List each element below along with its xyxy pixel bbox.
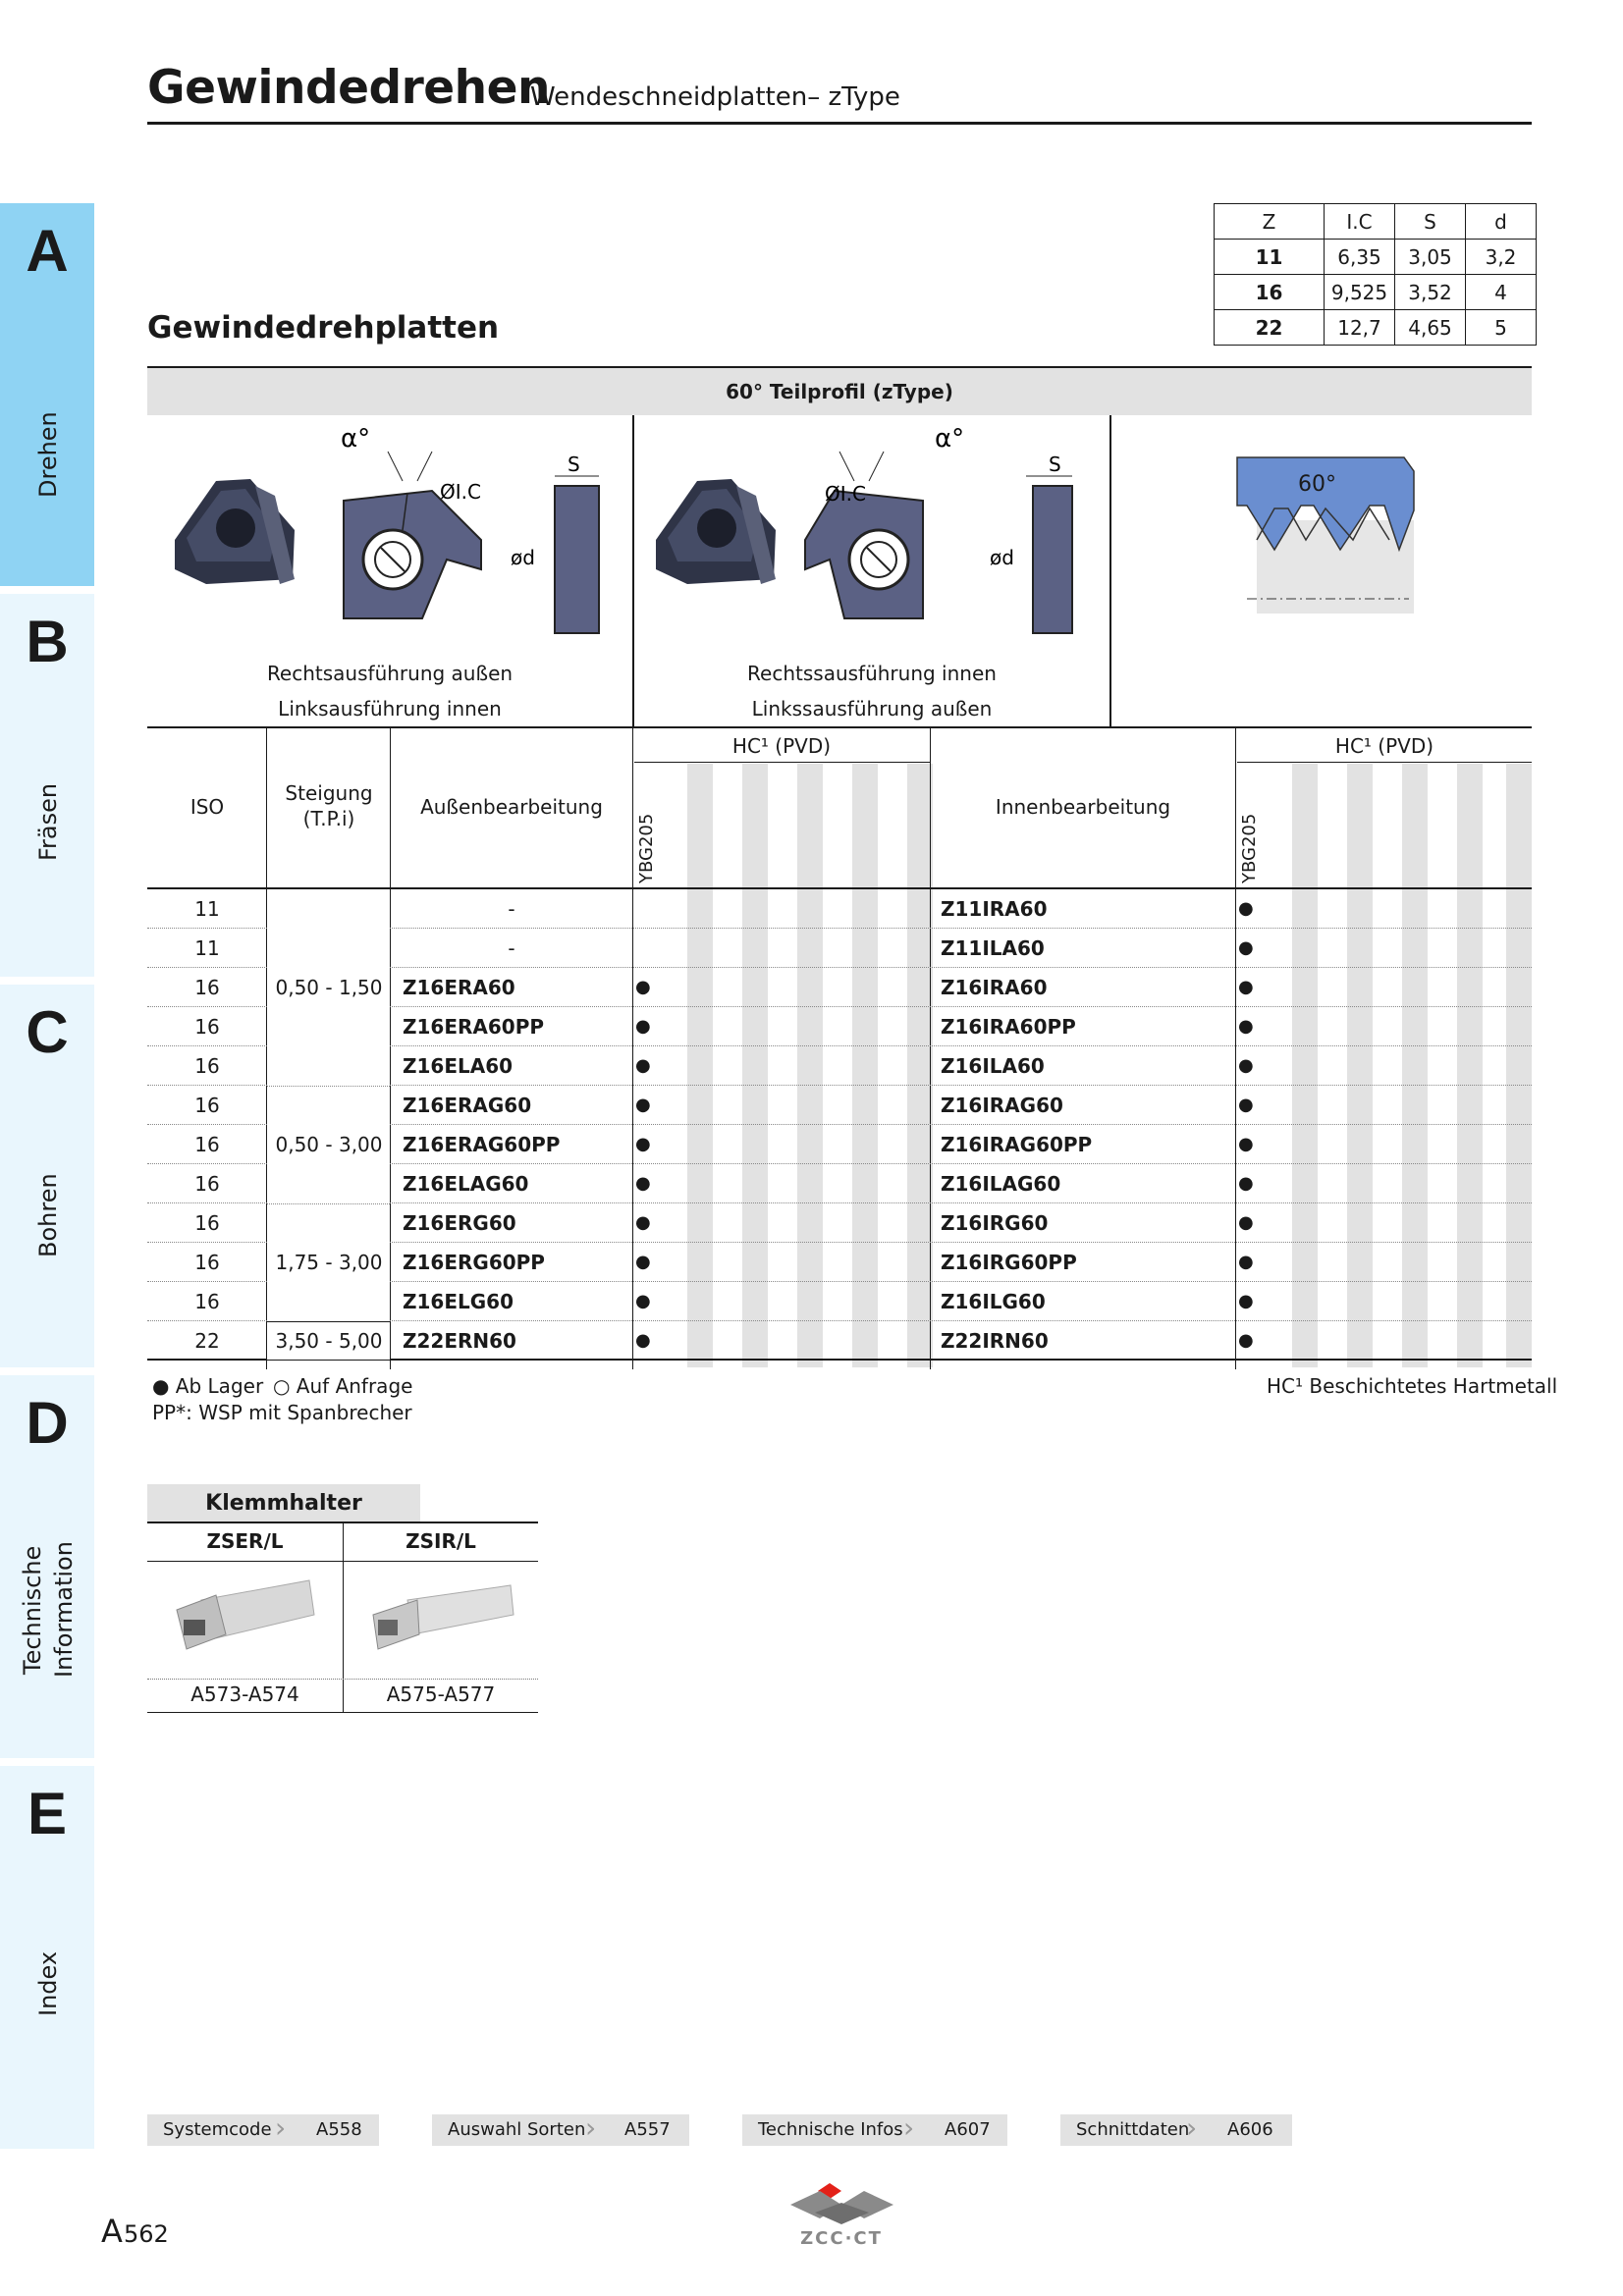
cell-stock-external: ● — [635, 1016, 651, 1037]
holder-zser-image — [172, 1571, 319, 1659]
chevron-right-icon: › — [903, 2111, 915, 2144]
col-header: d — [1466, 204, 1537, 240]
footer-link-systemcode[interactable] — [147, 2111, 379, 2146]
header-aussen: Außenbearbeitung — [420, 795, 603, 819]
angle-label: 60° — [1298, 472, 1336, 497]
cell-external: Z16ERAG60 — [403, 1094, 532, 1117]
tab-label-2: Information — [50, 1541, 78, 1678]
cell-stock-external: ● — [635, 1134, 651, 1154]
tab-label: Fräsen — [34, 782, 62, 861]
chevron-right-icon: › — [585, 2111, 597, 2144]
footer-link-label: Auswahl Sorten — [448, 2119, 586, 2140]
cell: 3,2 — [1466, 240, 1537, 275]
s-label: S — [568, 453, 580, 476]
cell-external: Z16ELA60 — [403, 1054, 514, 1078]
cell-iso: 16 — [194, 1015, 220, 1039]
tab-technische-information[interactable] — [0, 1375, 94, 1758]
caption-right-1: Rechtssausführung innen — [747, 662, 997, 685]
cell-internal: Z16ILAG60 — [941, 1172, 1061, 1196]
cell-iso: 22 — [194, 1329, 220, 1353]
alpha-label: α° — [935, 424, 965, 454]
cell-external: Z16ELG60 — [403, 1290, 514, 1313]
cell-external: Z22ERN60 — [403, 1329, 516, 1353]
cell-stock-internal: ● — [1238, 977, 1254, 997]
insert-side-view — [555, 476, 599, 633]
logo-text: ZCC·CT — [800, 2228, 883, 2249]
page-number: 562 — [124, 2220, 169, 2248]
col-header: Z — [1215, 204, 1325, 240]
ic-label: ØI.C — [440, 480, 481, 504]
col-header: I.C — [1325, 204, 1395, 240]
caption-right-2: Linkssausführung außen — [751, 697, 993, 721]
chevron-right-icon: › — [1186, 2111, 1198, 2144]
zcc-ct-logo — [785, 2181, 898, 2250]
tab-letter: B — [26, 609, 69, 674]
cell-external: Z16ELAG60 — [403, 1172, 529, 1196]
legend-pp: PP*: WSP mit Spanbrecher — [152, 1401, 412, 1424]
header-hc-right: HC¹ (PVD) — [1334, 734, 1434, 758]
section-title: Gewindedrehplatten — [147, 310, 500, 346]
cell-stock-external: ● — [635, 1212, 651, 1233]
cell: 3,05 — [1395, 240, 1466, 275]
tab-letter: E — [27, 1781, 68, 1846]
profile-banner: 60° Teilprofil (zType) — [147, 366, 1532, 415]
d-label: ød — [511, 546, 535, 569]
cell-stock-internal: ● — [1238, 1252, 1254, 1272]
footer-link-page: A606 — [1227, 2119, 1273, 2140]
header-steigung: Steigung — [285, 781, 373, 805]
cell-internal: Z16IRA60PP — [941, 1015, 1076, 1039]
chevron-right-icon: › — [275, 2111, 287, 2144]
page-title: Gewindedrehen — [147, 61, 550, 115]
cell: 22 — [1215, 310, 1325, 346]
table-row — [1215, 240, 1537, 275]
tab-label: Index — [34, 1950, 62, 2016]
thread-profile-diagram — [1227, 452, 1424, 618]
footer-link-auswahl[interactable] — [432, 2111, 689, 2146]
tab-index[interactable] — [0, 1766, 94, 2149]
cell-external: Z16ERG60 — [403, 1211, 516, 1235]
cell: 9,525 — [1325, 275, 1395, 310]
footer-link-label: Technische Infos — [758, 2119, 903, 2140]
cell-stock-external: ● — [635, 1095, 651, 1115]
cell-stock-internal: ● — [1238, 1212, 1254, 1233]
cell-iso: 16 — [194, 1211, 220, 1235]
footer-link-schnittdaten[interactable] — [1060, 2111, 1292, 2146]
caption-left-2: Linksausführung innen — [278, 697, 502, 721]
separator — [147, 1679, 538, 1680]
footer-link-techinfos[interactable] — [742, 2111, 1007, 2146]
table-row — [1215, 275, 1537, 310]
header-hc-left: HC¹ (PVD) — [731, 734, 832, 758]
holder-col1: ZSER/L — [206, 1529, 284, 1553]
holder-page1[interactable]: A573-A574 — [190, 1682, 299, 1706]
tab-letter: C — [26, 999, 69, 1065]
table-row — [1215, 310, 1537, 346]
cell-internal: Z16ILA60 — [941, 1054, 1045, 1078]
header-innen: Innenbearbeitung — [995, 795, 1171, 819]
d-label: ød — [990, 546, 1014, 569]
separator — [1109, 415, 1111, 726]
insert-front-view — [805, 452, 923, 618]
cell-external: Z16ERA60PP — [403, 1015, 545, 1039]
footer-link-label: Schnittdaten — [1076, 2119, 1190, 2140]
caption-left-1: Rechtsausführung außen — [266, 662, 514, 685]
cell-internal: Z11ILA60 — [941, 936, 1045, 960]
cell: 3,52 — [1395, 275, 1466, 310]
cell-stock-external: ● — [635, 1330, 651, 1351]
cell: 12,7 — [1325, 310, 1395, 346]
cell-stock-internal: ● — [1238, 1016, 1254, 1037]
grade-label-left: YBG205 — [636, 813, 657, 883]
cell-iso: 11 — [194, 936, 220, 960]
header-tpi: (T.P.i) — [302, 807, 355, 830]
cell-stock-external: ● — [635, 1173, 651, 1194]
cell-internal: Z16IRA60 — [941, 976, 1048, 999]
tab-label-1: Technische — [19, 1545, 46, 1675]
cell-internal: Z16IRG60 — [941, 1211, 1049, 1235]
grade-label-right: YBG205 — [1239, 813, 1260, 883]
cell-stock-internal: ● — [1238, 1095, 1254, 1115]
cell-iso: 11 — [194, 897, 220, 921]
cell-internal: Z16IRG60PP — [941, 1251, 1077, 1274]
cell-external: Z16ERG60PP — [403, 1251, 545, 1274]
cell: 6,35 — [1325, 240, 1395, 275]
tab-fraesen[interactable] — [0, 594, 94, 977]
pitch-group: 0,50 - 1,50 — [275, 976, 383, 999]
cell: 4 — [1466, 275, 1537, 310]
cell-stock-internal: ● — [1238, 1134, 1254, 1154]
cell-iso: 16 — [194, 1133, 220, 1156]
s-label: S — [1049, 453, 1061, 476]
separator — [1237, 762, 1532, 763]
footer-link-page: A607 — [945, 2119, 991, 2140]
cell-internal: Z16IRAG60PP — [941, 1133, 1093, 1156]
insert-3d-icon — [656, 479, 776, 584]
tab-drehen[interactable] — [0, 203, 94, 586]
cell-iso: 16 — [194, 1251, 220, 1274]
cell-internal: Z16ILG60 — [941, 1290, 1046, 1313]
cell: 11 — [1215, 240, 1325, 275]
holder-page2[interactable]: A575-A577 — [386, 1682, 496, 1706]
legend-hc: HC¹ Beschichtetes Hartmetall — [1267, 1374, 1558, 1398]
cell-stock-external: ● — [635, 1252, 651, 1272]
insert-front-view — [344, 452, 481, 618]
footer-link-page: A557 — [624, 2119, 671, 2140]
cell-external: - — [508, 897, 515, 921]
cell-stock-internal: ● — [1238, 1173, 1254, 1194]
cell: 16 — [1215, 275, 1325, 310]
holder-title: Klemmhalter — [147, 1484, 420, 1522]
tab-letter: D — [26, 1390, 69, 1456]
dimensions-table — [1214, 203, 1537, 346]
holder-col2: ZSIR/L — [406, 1529, 476, 1553]
page-prefix: A — [101, 2213, 123, 2250]
insert-diagram-right — [648, 422, 1100, 638]
cell-iso: 16 — [194, 1290, 220, 1313]
footer-link-page: A558 — [316, 2119, 362, 2140]
cell-stock-internal: ● — [1238, 1330, 1254, 1351]
tab-bohren[interactable] — [0, 985, 94, 1367]
footer-link-label: Systemcode — [163, 2119, 272, 2140]
page-subtitle: Wendeschneidplatten– zType — [530, 82, 900, 112]
cell: 4,65 — [1395, 310, 1466, 346]
cell: 5 — [1466, 310, 1537, 346]
cell-stock-external: ● — [635, 977, 651, 997]
ic-label: ØI.C — [825, 482, 866, 506]
holder-zsir-image — [368, 1580, 515, 1659]
cell-stock-internal: ● — [1238, 1291, 1254, 1311]
cell-internal: Z22IRN60 — [941, 1329, 1049, 1353]
pitch-group: 1,75 - 3,00 — [275, 1251, 383, 1274]
insert-side-view — [1026, 476, 1072, 633]
header-rule — [147, 122, 1532, 125]
cell-stock-internal: ● — [1238, 898, 1254, 919]
cell-internal: Z11IRA60 — [941, 897, 1048, 921]
insert-3d-icon — [175, 479, 295, 584]
cell-external: - — [508, 936, 515, 960]
alpha-label: α° — [341, 424, 371, 454]
pitch-group: 3,50 - 5,00 — [275, 1329, 383, 1353]
header-iso: ISO — [189, 795, 225, 819]
cell-iso: 16 — [194, 1054, 220, 1078]
cell-iso: 16 — [194, 976, 220, 999]
cell-stock-internal: ● — [1238, 937, 1254, 958]
legend-stock: ● Ab Lager — [152, 1374, 264, 1398]
cell-stock-external: ● — [635, 1055, 651, 1076]
cell-iso: 16 — [194, 1094, 220, 1117]
tab-label: Bohren — [34, 1173, 62, 1257]
tab-label: Drehen — [34, 411, 62, 498]
insert-diagram-left — [167, 422, 619, 638]
separator — [147, 1712, 538, 1713]
cell-stock-internal: ● — [1238, 1055, 1254, 1076]
separator — [634, 762, 931, 763]
pitch-group: 0,50 - 3,00 — [275, 1133, 383, 1156]
cell-external: Z16ERAG60PP — [403, 1133, 561, 1156]
legend-request: ○ Auf Anfrage — [273, 1374, 413, 1398]
tab-letter: A — [26, 218, 69, 284]
cell-external: Z16ERA60 — [403, 976, 515, 999]
cell-iso: 16 — [194, 1172, 220, 1196]
col-header: S — [1395, 204, 1466, 240]
cell-internal: Z16IRAG60 — [941, 1094, 1063, 1117]
cell-stock-external: ● — [635, 1291, 651, 1311]
